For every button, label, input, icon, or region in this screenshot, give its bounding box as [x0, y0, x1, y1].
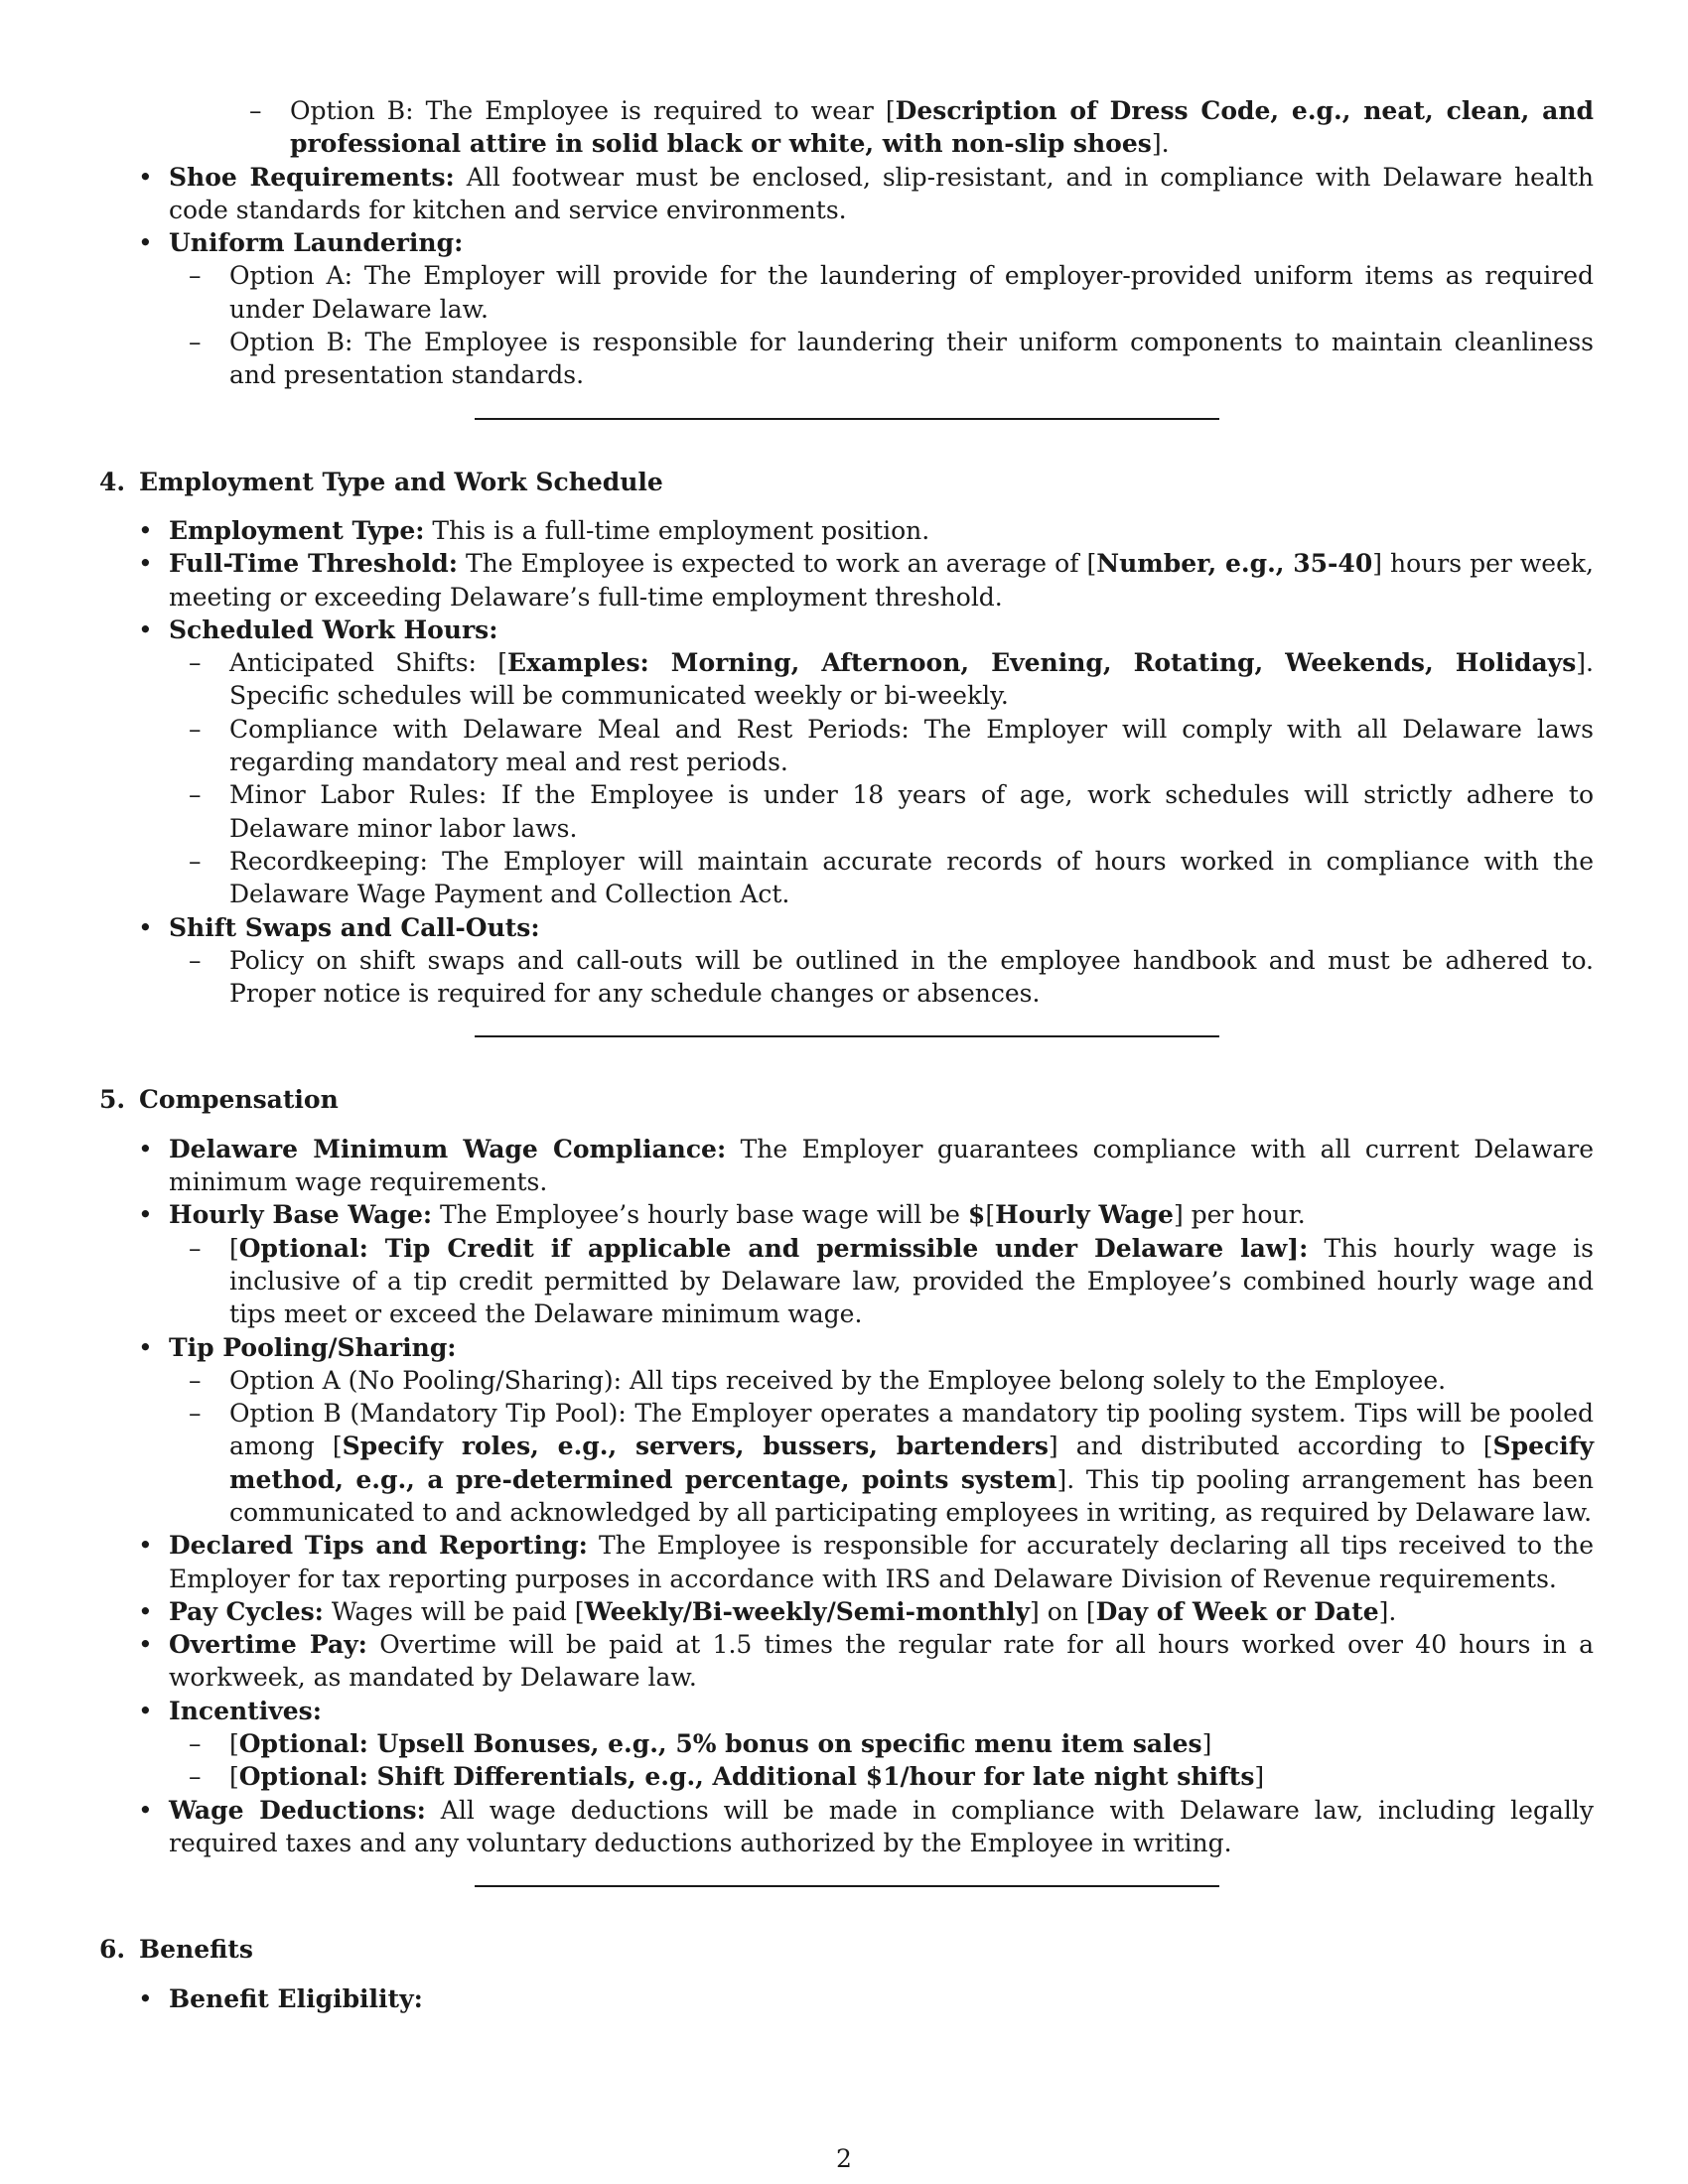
benefit-eligibility-item: • Benefit Eligibility: — [99, 1982, 1594, 2015]
wage-deductions-item: • Wage Deductions: All wage deductions will be made in compliance with Delaware law, including legally required taxes and any voluntary deductions authorized by the Employee in writing. — [99, 1794, 1594, 1860]
incentive-shift-differential: – [Optional: Shift Differentials, e.g., Additional $1/hour for late night shifts] — [169, 1760, 1594, 1793]
incentive-upsell: – [Optional: Upsell Bonuses, e.g., 5% bonus on specific menu item sales] — [169, 1727, 1594, 1760]
work-hours-subitems — [169, 646, 1594, 910]
section-5-heading: 5. Compensation — [99, 1085, 339, 1115]
recordkeeping-item: – Recordkeeping: The Employer will maintain accurate records of hours worked in compliance with the Delaware Wage Payment and Collection Act. — [169, 845, 1594, 911]
meal-rest-item: – Compliance with Delaware Meal and Rest Periods: The Employer will comply with all Delaware laws regarding mandatory meal and rest periods. — [169, 713, 1594, 779]
document-page — [99, 94, 1594, 2015]
section-divider — [475, 418, 1219, 420]
dress-code-options — [99, 94, 1594, 161]
tip-pooling-item: • Tip Pooling/Sharing: – Option A (No Pooling/Sharing): All tips received by the Employee belong solely to the Employee. – Option B (Mandatory Tip Pool): The Employer operates a mandatory tip pooling system. Tips will be pooled among [Specify roles, e.g., servers, bussers, bartenders] and distributed according to [Specify method, e.g., a pre-determined percentage, points system]. This tip pooling arrangement has been communicated to and acknowledged by all participating employees in writing, as required by Delaware law. — [99, 1331, 1594, 1530]
uniform-list — [99, 161, 1594, 392]
shift-swaps-policy: – Policy on shift swaps and call-outs will be outlined in the employee handbook and must be adhered to. Proper notice is required for any schedule changes or absences. — [169, 944, 1594, 1011]
laundering-option-b: – Option B: The Employee is responsible for laundering their uniform components to maintain cleanliness and presentation standards. — [169, 326, 1594, 392]
tip-pooling-option-b: – Option B (Mandatory Tip Pool): The Employer operates a mandatory tip pooling system. Tips will be pooled among [Specify roles, e.g., servers, bussers, bartenders] and distributed according to [Specify method, e.g., a pre-determined percentage, points system]. This tip pooling arrangement has been communicated to and acknowledged by all participating employees in writing, as required by Delaware law. — [169, 1397, 1594, 1529]
tip-credit-item: – [Optional: Tip Credit if applicable and permissible under Delaware law]: This hourly wage is inclusive of a tip credit permitted by Delaware law, provided the Employee’s combined hourly wage and tips meet or exceed the Delaware minimum wage. — [169, 1232, 1594, 1331]
page-number: 2 — [836, 2144, 852, 2173]
incentive-options — [169, 1727, 1594, 1794]
shoe-requirements-item: • Shoe Requirements: All footwear must be enclosed, slip-resistant, and in compliance with Delaware health code standards for kitchen and service environments. — [99, 161, 1594, 227]
tip-pooling-option-a: – Option A (No Pooling/Sharing): All tips received by the Employee belong solely to the Employee. — [169, 1364, 1594, 1397]
overtime-pay-item: • Overtime Pay: Overtime will be paid at 1.5 times the regular rate for all hours worked over 40 hours in a workweek, as mandated by Delaware law. — [99, 1628, 1594, 1695]
hourly-wage-item: • Hourly Base Wage: The Employee’s hourly base wage will be $[Hourly Wage] per hour. – [Optional: Tip Credit if applicable and permissible under Delaware law]: This hourly wage is inclusive of a tip credit permitted by Delaware law, provided the Employee’s combined hourly wage and tips meet or exceed the Delaware minimum wage. — [99, 1198, 1594, 1330]
scheduled-work-hours-item: • Scheduled Work Hours: – Anticipated Shifts: [Examples: Morning, Afternoon, Evening, Rotating, Weekends, Holidays]. Specific schedules will be communicated weekly or bi-weekly. – Compliance with Delaware Meal and Rest Periods: The Employer will comply with all Delaware laws regarding mandatory meal and rest periods. – Minor Labor Rules: If the Employee is under 18 years of age, work schedules will strictly adhere to Delaware minor labor laws. – Recordkeeping: The Employer will maintain accurate records of hours worked in compliance with the Delaware Wage Payment and Collection Act. — [99, 614, 1594, 911]
section-4-heading: 4. Employment Type and Work Schedule — [99, 467, 663, 496]
uniform-laundering-item: • Uniform Laundering: – Option A: The Employer will provide for the laundering of employer-provided uniform items as required under Delaware law. – Option B: The Employee is responsible for laundering their uniform components to maintain cleanliness and presentation standards. — [99, 226, 1594, 391]
shift-swaps-subitems — [169, 944, 1594, 1011]
anticipated-shifts-item: – Anticipated Shifts: [Examples: Morning, Afternoon, Evening, Rotating, Weekends, Holidays]. Specific schedules will be communicated weekly or bi-weekly. — [169, 646, 1594, 713]
laundering-option-a: – Option A: The Employer will provide for the laundering of employer-provided uniform items as required under Delaware law. — [169, 259, 1594, 326]
section-divider — [475, 1885, 1219, 1887]
employment-type-item: • Employment Type: This is a full-time employment position. — [99, 514, 1594, 547]
tip-pooling-options — [169, 1364, 1594, 1529]
incentives-item: • Incentives: – [Optional: Upsell Bonuses, e.g., 5% bonus on specific menu item sales] – [Optional: Shift Differentials, e.g., Additional $1/hour for late night shifts] — [99, 1695, 1594, 1794]
section-5-list — [99, 1133, 1594, 1860]
minimum-wage-item: • Delaware Minimum Wage Compliance: The Employer guarantees compliance with all current Delaware minimum wage requirements. — [99, 1133, 1594, 1199]
minor-labor-item: – Minor Labor Rules: If the Employee is under 18 years of age, work schedules will strictly adhere to Delaware minor labor laws. — [169, 778, 1594, 845]
hourly-wage-subitems — [169, 1232, 1594, 1331]
section-divider — [475, 1035, 1219, 1037]
declared-tips-item: • Declared Tips and Reporting: The Employee is responsible for accurately declaring all tips received to the Employer for tax reporting purposes in accordance with IRS and Delaware Division of Revenue requirements. — [99, 1529, 1594, 1595]
full-time-threshold-item: • Full-Time Threshold: The Employee is expected to work an average of [Number, e.g., 35-40] hours per week, meeting or exceeding Delaware’s full-time employment threshold. — [99, 547, 1594, 614]
shift-swaps-item: • Shift Swaps and Call-Outs: – Policy on shift swaps and call-outs will be outlined in the employee handbook and must be adhered to. Proper notice is required for any schedule changes or absences. — [99, 911, 1594, 1011]
laundering-options — [169, 259, 1594, 391]
pay-cycles-item: • Pay Cycles: Wages will be paid [Weekly/Bi-weekly/Semi-monthly] on [Day of Week or Date]. — [99, 1595, 1594, 1628]
section-6-list — [99, 1982, 1594, 2015]
section-4-list — [99, 514, 1594, 1010]
dress-code-option-b: – Option B: The Employee is required to wear [Description of Dress Code, e.g., neat, clean, and professional attire in solid black or white, with non-slip shoes]. — [229, 94, 1594, 161]
section-6-heading: 6. Benefits — [99, 1935, 253, 1965]
